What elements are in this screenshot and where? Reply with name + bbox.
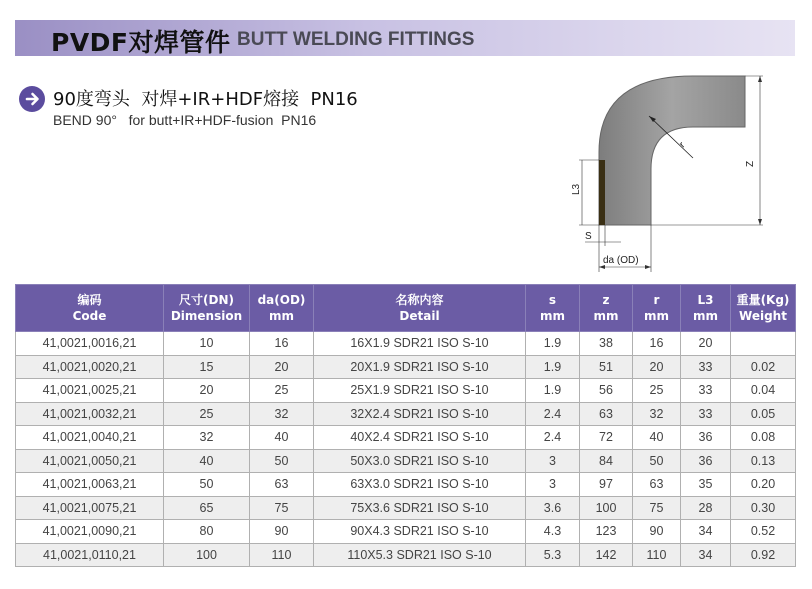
table-cell: 41,0021,0050,21 [16,449,164,473]
table-cell: 1.9 [526,379,580,403]
table-cell: 63 [250,473,314,497]
table-cell: 50 [633,449,681,473]
table-cell: 90 [250,520,314,544]
table-cell: 123 [580,520,633,544]
column-header-en: mm [593,309,619,323]
table-cell: 0.30 [731,496,796,520]
table-cell: 35 [681,473,731,497]
table-cell: 80 [164,520,250,544]
table-cell: 41,0021,0110,21 [16,543,164,567]
table-cell: 1.9 [526,332,580,356]
table-cell: 40 [250,426,314,450]
table-cell: 0.05 [731,402,796,426]
table-cell: 75 [633,496,681,520]
table-cell: 65 [164,496,250,520]
table-cell: 25 [633,379,681,403]
table-cell: 0.52 [731,520,796,544]
table-cell: 63X3.0 SDR21 ISO S-10 [314,473,526,497]
table-cell: 20X1.9 SDR21 ISO S-10 [314,355,526,379]
arrow-right-circle-icon [19,86,45,112]
table-row [16,520,796,544]
s-label: S [585,231,592,242]
table-row [16,543,796,567]
table-cell: 100 [164,543,250,567]
column-header-cn: 尺寸(DN) [179,293,234,307]
column-header-en: Detail [399,309,440,323]
table-cell: 20 [681,332,731,356]
table-cell: 2.4 [526,426,580,450]
table-cell: 40X2.4 SDR21 ISO S-10 [314,426,526,450]
bend-90-diagram [565,72,800,277]
table-cell [731,332,796,356]
table-cell: 110X5.3 SDR21 ISO S-10 [314,543,526,567]
column-header [164,285,250,332]
table-header-row [16,285,796,332]
table-cell: 56 [580,379,633,403]
table-cell: 16 [633,332,681,356]
table-cell: 33 [681,379,731,403]
product-title-cn: 90度弯头 对焊+IR+HDF熔接 PN16 [53,89,358,110]
table-cell: 3 [526,449,580,473]
table-row [16,355,796,379]
elbow-pipe [599,76,745,225]
table-cell: 50 [250,449,314,473]
column-header-en: Dimension [170,309,243,323]
table-row [16,473,796,497]
column-header-en: Weight [739,309,787,323]
column-header-cn: L3 [697,293,714,307]
spec-table [15,284,796,567]
table-cell: 142 [580,543,633,567]
table-cell: 41,0021,0016,21 [16,332,164,356]
table-cell: 41,0021,0090,21 [16,520,164,544]
table-cell: 50X3.0 SDR21 ISO S-10 [314,449,526,473]
table-cell: 90 [633,520,681,544]
section-title-cn: PVDF对焊管件 [51,28,231,57]
table-cell: 0.08 [731,426,796,450]
table-cell: 90X4.3 SDR21 ISO S-10 [314,520,526,544]
table-cell: 75 [250,496,314,520]
table-cell: 34 [681,520,731,544]
table-cell: 32 [250,402,314,426]
table-cell: 20 [164,379,250,403]
column-header [731,285,796,332]
table-cell: 41,0021,0020,21 [16,355,164,379]
table-cell: 32 [164,426,250,450]
column-header-cn: 重量(Kg) [736,293,790,307]
table-cell: 72 [580,426,633,450]
table-row [16,426,796,450]
column-header [580,285,633,332]
column-header-cn: z [602,293,610,307]
table-cell: 41,0021,0040,21 [16,426,164,450]
section-title-en: BUTT WELDING FITTINGS [237,29,475,50]
column-header-cn: r [653,293,660,307]
da-label: da (OD) [603,255,639,266]
table-cell: 20 [633,355,681,379]
table-cell: 41,0021,0025,21 [16,379,164,403]
column-header [633,285,681,332]
table-cell: 41,0021,0075,21 [16,496,164,520]
table-cell: 2.4 [526,402,580,426]
table-cell: 25 [250,379,314,403]
table-row [16,379,796,403]
table-cell: 41,0021,0032,21 [16,402,164,426]
table-cell: 0.13 [731,449,796,473]
table-cell: 110 [633,543,681,567]
table-cell: 25 [164,402,250,426]
table-cell: 40 [164,449,250,473]
table-cell: 28 [681,496,731,520]
section-banner [15,20,795,56]
table-cell: 34 [681,543,731,567]
table-cell: 3 [526,473,580,497]
column-header-en: mm [268,309,294,323]
column-header-en: mm [692,309,718,323]
table-cell: 50 [164,473,250,497]
radius-label: r [677,139,688,151]
table-cell: 97 [580,473,633,497]
table-cell: 5.3 [526,543,580,567]
table-cell: 20 [250,355,314,379]
table-cell: 110 [250,543,314,567]
column-header [16,285,164,332]
table-cell: 16 [250,332,314,356]
table-cell: 0.20 [731,473,796,497]
table-row [16,496,796,520]
column-header-en: mm [643,309,669,323]
column-header-cn: da(OD) [257,293,306,307]
table-cell: 0.02 [731,355,796,379]
table-cell: 63 [633,473,681,497]
table-cell: 41,0021,0063,21 [16,473,164,497]
table-cell: 16X1.9 SDR21 ISO S-10 [314,332,526,356]
table-cell: 0.04 [731,379,796,403]
table-cell: 1.9 [526,355,580,379]
column-header [314,285,526,332]
column-header-cn: 编码 [77,293,102,307]
table-cell: 33 [681,402,731,426]
table-cell: 36 [681,449,731,473]
column-header [681,285,731,332]
table-body [16,332,796,567]
table-cell: 100 [580,496,633,520]
table-cell: 10 [164,332,250,356]
column-header-en: Code [72,309,107,323]
column-header [526,285,580,332]
table-cell: 32 [633,402,681,426]
table-cell: 36 [681,426,731,450]
table-cell: 38 [580,332,633,356]
column-header [250,285,314,332]
table-cell: 15 [164,355,250,379]
column-header-cn: 名称内容 [395,293,444,307]
table-cell: 33 [681,355,731,379]
table-row [16,402,796,426]
table-cell: 25X1.9 SDR21 ISO S-10 [314,379,526,403]
table-cell: 84 [580,449,633,473]
table-cell: 40 [633,426,681,450]
column-header-cn: s [548,293,557,307]
table-cell: 63 [580,402,633,426]
column-header-en: mm [539,309,565,323]
table-cell: 0.92 [731,543,796,567]
socket-edge [599,160,605,225]
table-cell: 3.6 [526,496,580,520]
table-cell: 32X2.4 SDR21 ISO S-10 [314,402,526,426]
table-cell: 75X3.6 SDR21 ISO S-10 [314,496,526,520]
z-label: Z [745,160,756,167]
table-cell: 4.3 [526,520,580,544]
table-row [16,332,796,356]
product-title-en: BEND 90° for butt+IR+HDF-fusion PN16 [53,112,317,128]
table-cell: 51 [580,355,633,379]
l3-label: L3 [571,183,582,195]
table-row [16,449,796,473]
